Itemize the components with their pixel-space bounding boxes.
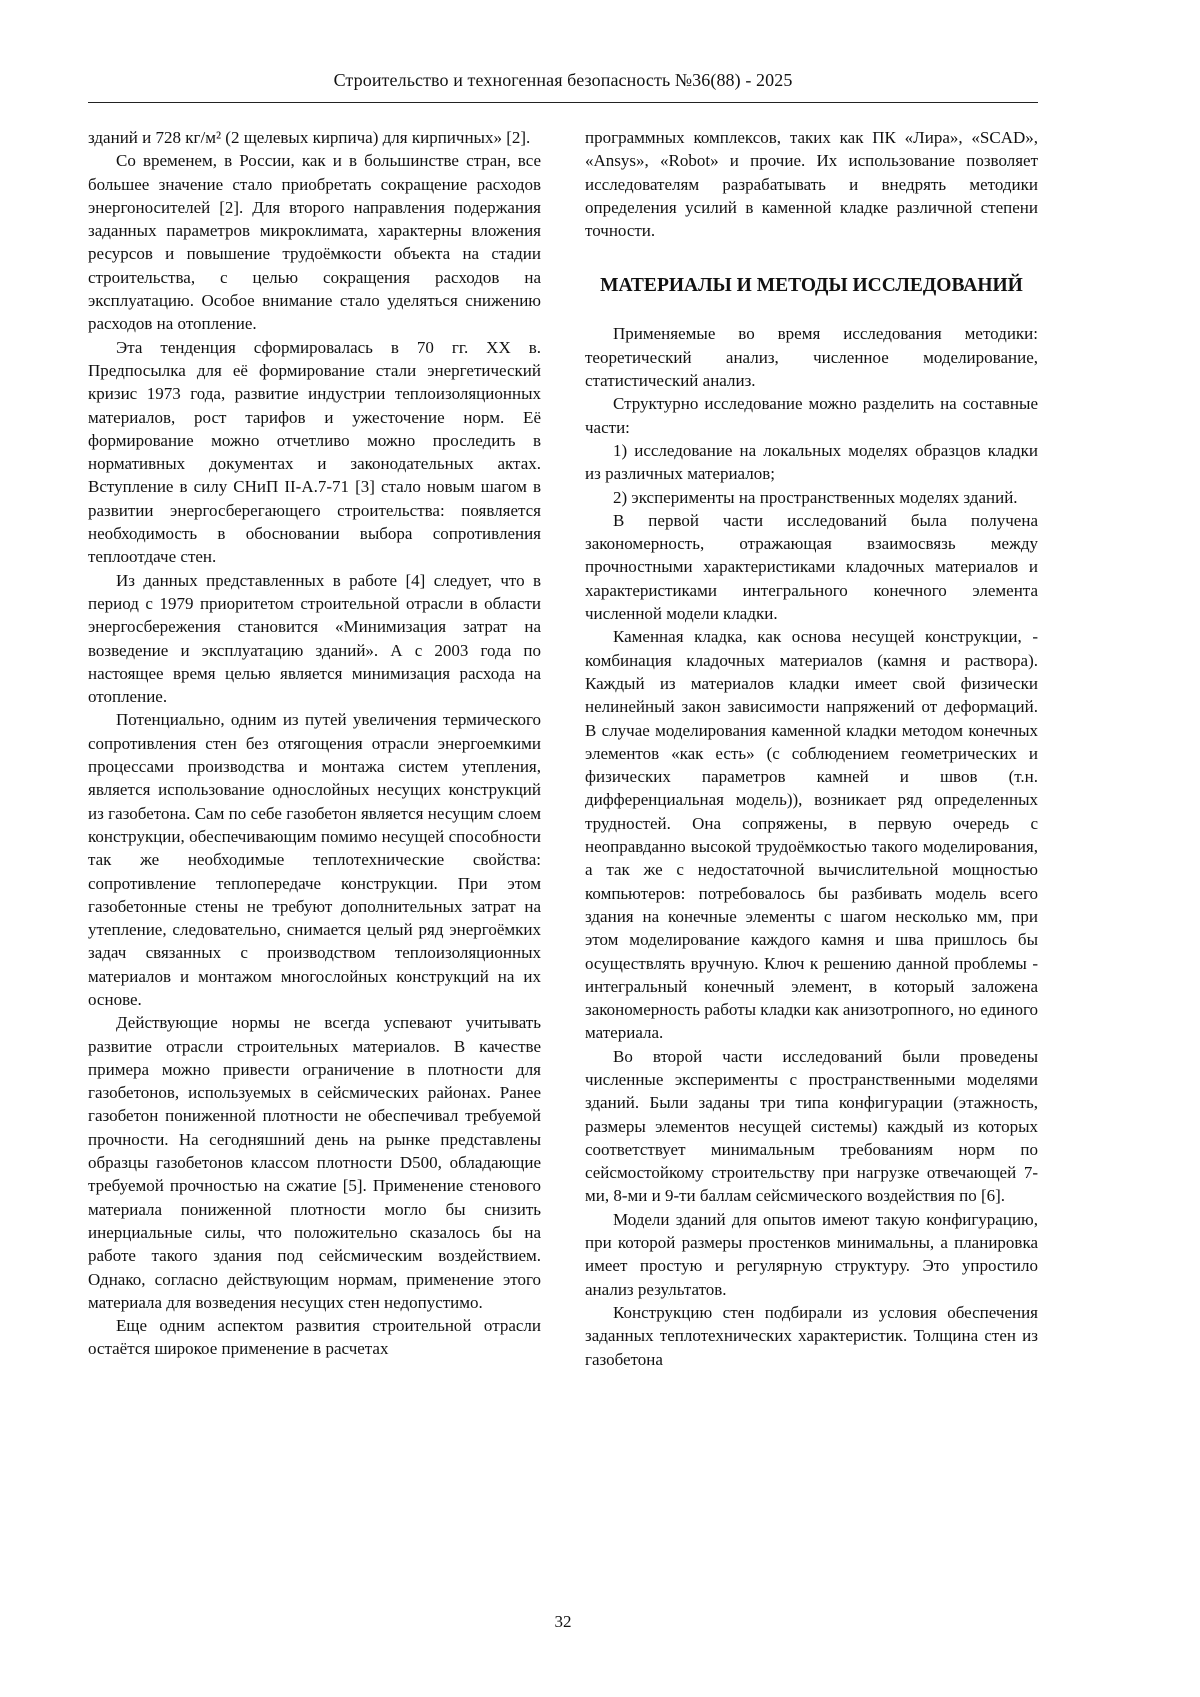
paragraph: Со временем, в России, как и в большинстве стран, все большее значение стало приобретать сокращение расходов энергоносителей [2]. Для второго направления подержания заданных параметров микроклимата, характерны вложения ресурсов и повышение трудоёмкости объекта на стадии строительства, с целью сокращения расходов на эксплуатацию. Особое внимание стало уделяться снижению расходов на отопление. <box>88 151 541 334</box>
paragraph: Из данных представленных в работе [4] следует, что в период с 1979 приоритетом строительной отрасли в области энергосбережения становится «Минимизация затрат на возведение и эксплуатацию зданий». А с 2003 года по настоящее время целью является минимизация расхода на отопление. <box>88 570 541 707</box>
paragraph: Эта тенденция сформировалась в 70 гг. XX в. Предпосылка для её формирование стали энергетический кризис 1973 года, развитие индустрии теплоизоляционных материалов, рост тарифов и ужесточение норм. Её формирование можно отчетливо можно проследить в нормативных документах и законодательных актах. Вступление в силу СНиП II-А.7-71 [3] стало новым шагом в развитии энергосберегающего строительства: появляется необходимость в обосновании выбора сопротивления теплоотдаче стен. <box>88 337 541 567</box>
paragraph: Каменная кладка, как основа несущей конструкции, - комбинация кладочных материалов (камня и раствора). Каждый из материалов кладки имеет свой физически нелинейный закон зависимости напряжений от деформаций. В случае моделирования каменной кладки методом конечных элементов «как есть» (с соблюдением геометрических и физических параметров камней и швов (т.н. дифференциальная модель)), возникает ряд определенных трудностей. Она сопряжены, в первую очередь с неоправданно высокой трудоёмкостью такого моделирования, а так же с недостаточной вычислительной мощностью компьютеров: потребовалось бы разбивать модель всего здания на конечные элементы с шагом несколько мм, при этом моделирование каждого камня и шва пришлось бы осуществлять вручную. Ключ к решению данной проблемы - интегральный конечный элемент, в который заложена закономерность работы кладки как анизотропного, но единого материала. <box>585 627 1038 1043</box>
paragraph: Структурно исследование можно разделить на составные части: <box>585 394 1038 437</box>
running-head: Строительство и техногенная безопасность №36(88) - 2025 <box>333 70 793 90</box>
list-item: 1) исследование на локальных моделях образцов кладки из различных материалов; <box>585 440 1038 484</box>
left-column <box>88 126 541 1361</box>
right-column <box>585 126 1038 1371</box>
paragraph: зданий и 728 кг/м² (2 щелевых кирпича) для кирпичных» [2]. <box>88 128 531 147</box>
paragraph: программных комплексов, таких как ПК «Лира», «SCAD», «Ansys», «Robot» и прочие. Их использование позволяет исследователям разрабатывать и внедрять методики определения усилий в каменной кладке различной степени точности. <box>585 128 1038 241</box>
paragraph: Конструкцию стен подбирали из условия обеспечения заданных теплотехнических характеристик. Толщина стен из газобетона <box>585 1302 1038 1369</box>
paragraph: Еще одним аспектом развития строительной отрасли остаётся широкое применение в расчетах <box>88 1316 541 1359</box>
paragraph: В первой части исследований была получена закономерность, отражающая взаимосвязь между прочностными характеристиками кладочных материалов и характеристиками интегрального конечного элемента численной модели кладки. <box>585 510 1038 624</box>
paragraph: Потенциально, одним из путей увеличения термического сопротивления стен без отягощения отрасли энергоемкими процессами производства и монтажа систем утепления, является использование однослойных несущих конструкций из газобетона. Сам по себе газобетон является несущим слоем конструкции, обеспечивающим помимо несущей способности так же необходимые теплотехнические свойства: сопротивление теплопередаче конструкции. При этом газобетонные стены не требуют дополнительных затрат на утепление, следовательно, снимается целый ряд энергоёмких задач связанных с производством теплоизоляционных материалов и монтажом многослойных конструкций на их основе. <box>88 710 541 1009</box>
section-heading: МАТЕРИАЛЫ И МЕТОДЫ ИССЛЕДОВАНИЙ <box>600 275 1023 297</box>
paragraph: Применяемые во время исследования методики: теоретический анализ, численное моделирование, статистический анализ. <box>585 324 1038 391</box>
paragraph: Действующие нормы не всегда успевают учитывать развитие отрасли строительных материалов. В качестве примера можно привести ограничение в плотности для газобетонов, используемых в сейсмических районах. Ранее газобетон пониженной плотности не обеспечивал требуемой прочности. На сегодняшний день на рынке представлены образцы газобетонов классом плотности D500, обладающие требуемой прочностью на сжатие [5]. Применение стенового материала пониженной плотности могло бы снизить инерциальные силы, что положительно сказалось бы на работе такого здания под сейсмическим воздействием. Однако, согласно действующим нормам, применение этого материала для возведения несущих стен недопустимо. <box>88 1013 541 1312</box>
list-item: 2) эксперименты на пространственных моделях зданий. <box>613 487 1018 507</box>
page-number: 32 <box>554 1612 572 1631</box>
header-rule <box>88 102 1038 103</box>
paragraph: Во второй части исследований были проведены численные эксперименты с пространственными моделями зданий. Были заданы три типа конфигурации (этажность, размеры элементов несущей системы) каждый из которых соответствует минимальным требованиям норм по сейсмостойкому строительству при нагрузке отвечающей 7-ми, 8-ми и 9-ти баллам сейсмического воздействия по [6]. <box>585 1046 1038 1206</box>
paragraph: Модели зданий для опытов имеют такую конфигурацию, при которой размеры простенков минимальны, а планировка имеет простую и регулярную структуру. Это упростило анализ результатов. <box>585 1209 1038 1299</box>
